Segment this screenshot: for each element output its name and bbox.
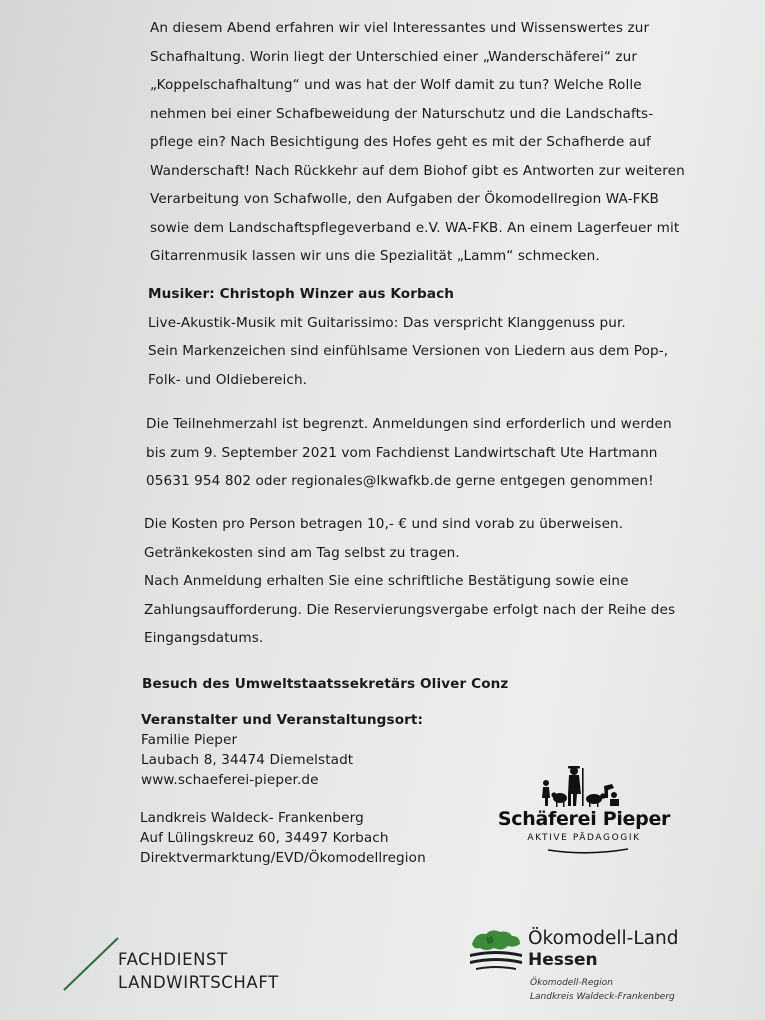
intro-line: nehmen bei einer Schafbeweidung der Naturschutz und die Landschafts- [150,105,654,122]
schaeferei-pieper-logo [488,762,680,858]
signup-paragraph [146,410,672,496]
intro-line: Wanderschaft! Nach Rückkehr auf dem Biohof gibt es Antworten zur weiteren [150,162,685,179]
fachdienst-line2: LANDWIRTSCHAFT [118,973,279,992]
fachdienst-line1: FACHDIENST [118,950,228,969]
oekomodell-land-hessen-logo [466,922,696,1012]
organizer-line: Familie Pieper [141,732,238,748]
oeko-title2: Hessen [528,950,598,970]
pieper-logo-name: Schäferei Pieper [497,808,671,830]
musician-line: Live-Akustik-Musik mit Guitarissimo: Das verspricht Klanggenuss pur. [148,314,626,331]
organizer-heading: Veranstalter und Veranstaltungsort: [141,712,424,728]
shepherd-with-sheep-icon [488,762,680,812]
musician-heading: Musiker: Christoph Winzer aus Korbach [148,286,455,302]
intro-line: pflege ein? Nach Besichtigung des Hofes geht es mit der Schafherde auf [150,134,651,150]
visit-heading: Besuch des Umweltstaatssekretärs Oliver Conz [142,676,509,692]
district-section [140,808,426,868]
pieper-logo-tagline: AKTIVE PÄDAGOGIK [527,833,641,843]
costs-line: Die Kosten pro Person betragen 10,- € und sind vorab zu überweisen. [144,516,624,532]
costs-line: Eingangsdatums. [144,630,264,646]
signup-line: bis zum 9. September 2021 vom Fachdienst Landwirtschaft Ute Hartmann [146,444,658,461]
oeko-subtitle1: Ökomodell-Region [530,978,613,988]
musician-line: Sein Markenzeichen sind einfühlsame Versionen von Liedern aus dem Pop-, [148,343,669,359]
organizer-website[interactable]: www.schaeferei-pieper.de [141,772,319,788]
organizer-line: Laubach 8, 34474 Diemelstadt [141,752,354,768]
signup-line: 05631 954 802 oder regionales@lkwafkb.de gerne entgegen genommen! [146,473,654,489]
fachdienst-landwirtschaft-logo [62,934,322,994]
costs-line: Nach Anmeldung erhalten Sie eine schriftliche Bestätigung sowie eine [144,573,629,589]
costs-paragraph [144,510,675,653]
diagonal-slash-icon [62,934,122,994]
intro-line: Verarbeitung von Schafwolle, den Aufgaben der Ökomodellregion WA-FKB [150,191,659,207]
intro-paragraph [150,14,685,271]
district-line: Auf Lülingskreuz 60, 34497 Korbach [140,830,389,846]
organizer-section [141,710,423,790]
intro-line: „Koppelschafhaltung“ und was hat der Wolf damit zu tun? Welche Rolle [150,77,642,93]
district-line: Landkreis Waldeck- Frankenberg [140,810,364,826]
district-line: Direktvermarktung/EVD/Ökomodellregion [140,850,426,866]
intro-line: Schafhaltung. Worin liegt der Unterschied einer „Wanderschäferei“ zur [150,48,638,65]
hessen-lion-landscape-icon [466,924,526,976]
visit-section [142,670,508,699]
signup-line: Die Teilnehmerzahl ist begrenzt. Anmeldungen sind erforderlich und werden [146,416,672,432]
oeko-title: Ökomodell-Land [528,928,679,949]
oeko-subtitle2: Landkreis Waldeck-Frankenberg [530,992,675,1002]
intro-line: An diesem Abend erfahren wir viel Interessantes und Wissenswertes zur [150,20,650,36]
costs-line: Zahlungsaufforderung. Die Reservierungsvergabe erfolgt nach der Reihe des [144,601,676,618]
intro-line: Gitarrenmusik lassen wir uns die Spezialität „Lamm“ schmecken. [150,248,600,264]
musician-line: Folk- und Oldiebereich. [148,371,308,388]
costs-line: Getränkekosten sind am Tag selbst zu tragen. [144,544,460,561]
musician-section [148,280,668,394]
intro-line: sowie dem Landschaftspflegeverband e.V. WA-FKB. An einem Lagerfeuer mit [150,219,680,236]
logo-underline-swoosh-icon [488,846,680,858]
